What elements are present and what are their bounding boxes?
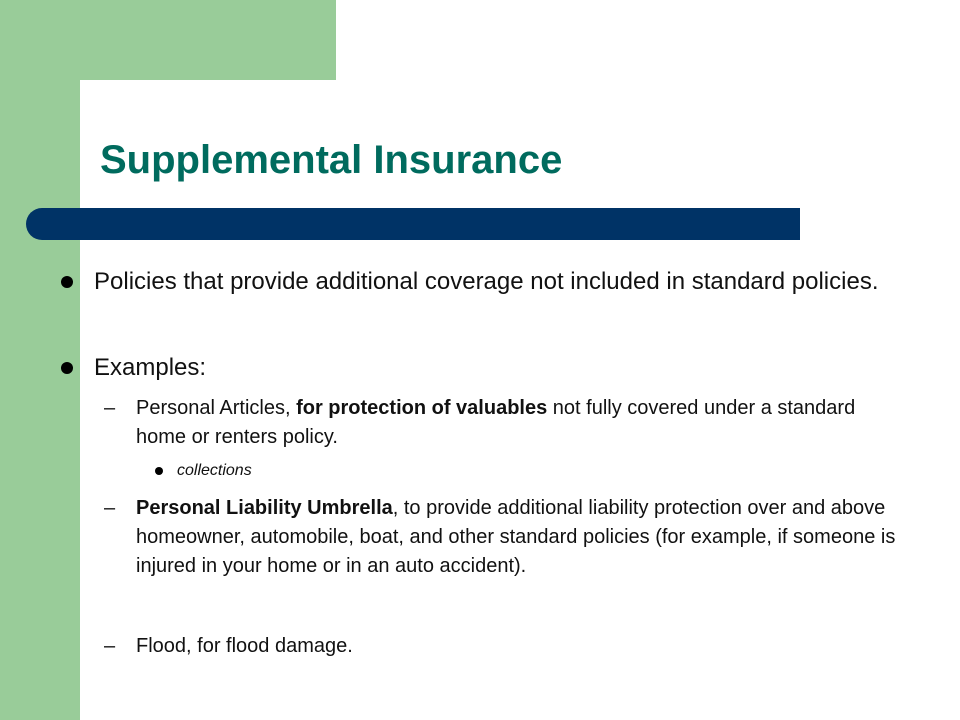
bullet-policies: Policies that provide additional coverage not included in standard policies. — [94, 268, 879, 295]
example-lead: Flood, for flood damage. — [136, 635, 353, 657]
dash-marker: – — [104, 397, 116, 419]
example-rest: not fully covered under a standard home or renters policy. — [136, 397, 856, 448]
example-flood — [136, 632, 906, 661]
green-side-strip — [0, 0, 80, 720]
dash-marker: – — [104, 497, 116, 519]
example-emphasis: Personal Liability Umbrella — [136, 497, 393, 519]
example-rest: , to provide additional liability protection over and above homeowner, automobile, boat, and other standard policies (for example, if someone is injured in your home or in an auto accident). — [136, 497, 896, 577]
sub-bullet-collections: collections — [177, 462, 252, 479]
example-lead: Personal Articles, — [136, 397, 297, 419]
sub-bullet-dot — [155, 467, 163, 475]
bullet-examples: Examples: — [94, 354, 207, 381]
example-emphasis: for protection of valuables — [296, 397, 548, 419]
slide-title: Supplemental Insurance — [100, 138, 563, 182]
example-personal-articles — [136, 394, 906, 452]
example-umbrella — [136, 494, 906, 581]
bullet-dot — [61, 276, 73, 288]
dash-marker: – — [104, 635, 116, 657]
title-underline-bar — [26, 208, 800, 240]
bullet-dot — [61, 362, 73, 374]
